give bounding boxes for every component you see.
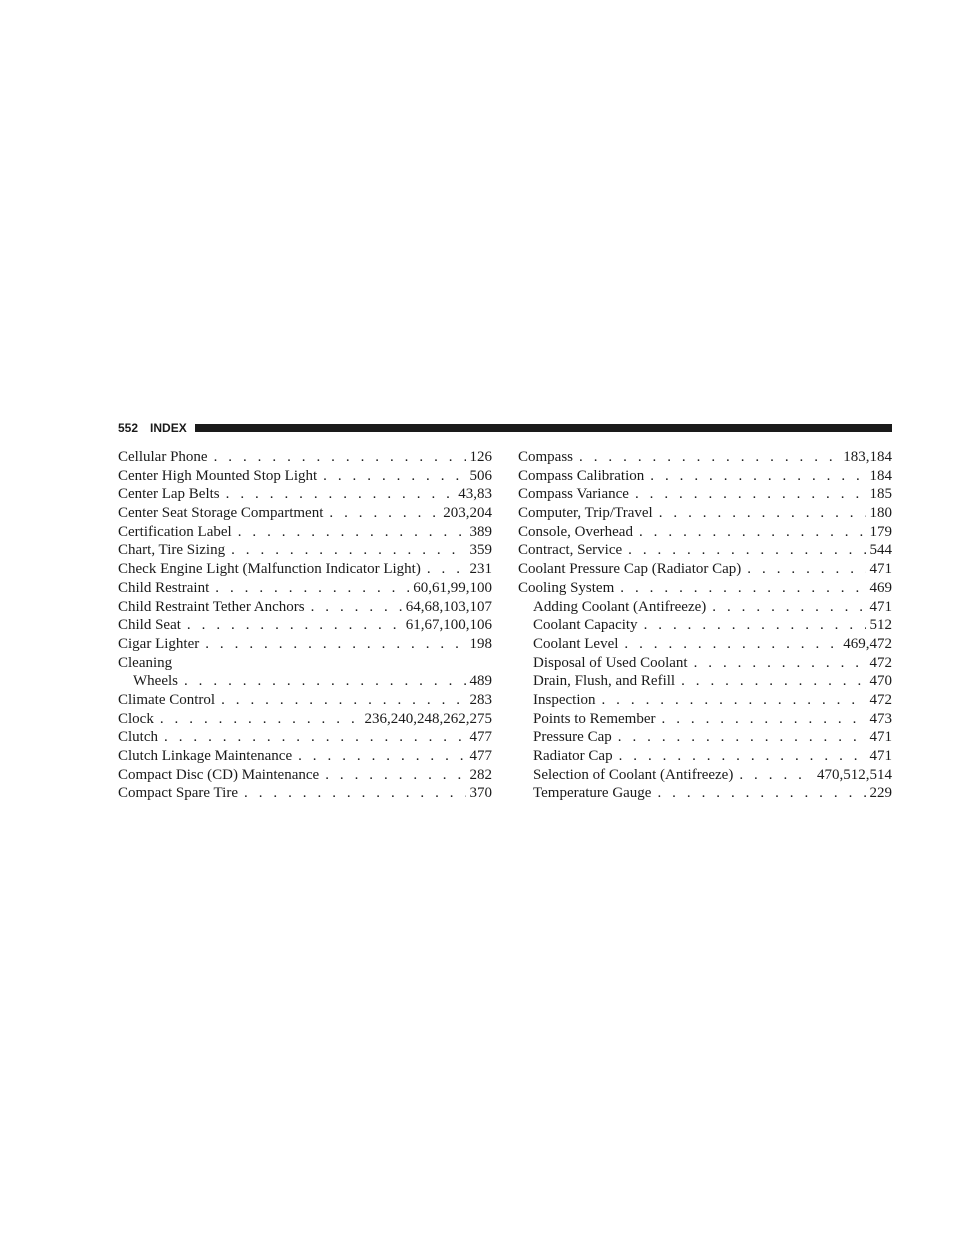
leader-dots bbox=[619, 747, 866, 766]
page-header bbox=[118, 420, 892, 436]
leader-dots bbox=[164, 728, 466, 747]
index-term: Cooling System bbox=[518, 579, 615, 596]
index-pages: 506 bbox=[469, 467, 492, 484]
index-pages: 282 bbox=[469, 766, 492, 783]
index-pages: 471 bbox=[869, 561, 892, 578]
leader-dots bbox=[628, 541, 865, 560]
index-term: Wheels bbox=[133, 673, 178, 690]
index-pages: 473 bbox=[869, 710, 892, 727]
index-term: Compact Disc (CD) Maintenance bbox=[118, 766, 320, 783]
leader-dots bbox=[739, 766, 813, 785]
index-subentry bbox=[518, 747, 892, 766]
index-term: Inspection bbox=[533, 691, 596, 708]
index-pages: 477 bbox=[469, 729, 492, 746]
index-pages: 472 bbox=[869, 654, 892, 671]
index-entry bbox=[118, 448, 492, 467]
index-subentry bbox=[518, 784, 892, 803]
index-term: Cleaning bbox=[118, 654, 173, 671]
index-term: Pressure Cap bbox=[533, 729, 612, 746]
index-pages: 370 bbox=[469, 785, 492, 802]
leader-dots bbox=[214, 448, 466, 467]
index-term: Drain, Flush, and Refill bbox=[533, 673, 676, 690]
index-entry bbox=[518, 523, 892, 542]
index-term: Cellular Phone bbox=[118, 449, 208, 465]
index-entry bbox=[518, 579, 892, 598]
index-pages: 359 bbox=[469, 542, 492, 559]
index-term: Compass Variance bbox=[518, 486, 629, 503]
index-term: Compass bbox=[518, 449, 574, 465]
index-subentry bbox=[518, 598, 892, 617]
leader-dots bbox=[639, 523, 866, 542]
leader-dots bbox=[694, 654, 866, 673]
index-entry bbox=[118, 598, 492, 617]
leader-dots bbox=[221, 691, 465, 710]
leader-dots bbox=[226, 485, 455, 504]
index-pages: 477 bbox=[469, 748, 492, 764]
index-pages: 512 bbox=[869, 617, 892, 634]
index-pages: 179 bbox=[869, 523, 892, 540]
index-term: Center Seat Storage Compartment bbox=[118, 505, 324, 522]
leader-dots bbox=[311, 598, 402, 617]
index-term: Climate Control bbox=[118, 691, 216, 708]
index-term: Child Seat bbox=[118, 617, 181, 634]
index-term: Coolant Capacity bbox=[533, 617, 638, 634]
index-subentry bbox=[518, 654, 892, 673]
index-entry bbox=[118, 560, 492, 579]
index-term: Computer, Trip/Travel bbox=[518, 505, 653, 522]
index-pages: 472 bbox=[869, 691, 892, 708]
index-subentry bbox=[518, 616, 892, 635]
index-entry bbox=[518, 467, 892, 486]
index-entry bbox=[518, 541, 892, 560]
index-pages: 389 bbox=[469, 523, 492, 540]
index-entry bbox=[118, 691, 492, 710]
index-pages: 198 bbox=[469, 635, 492, 652]
leader-dots bbox=[231, 541, 465, 560]
leader-dots bbox=[160, 710, 361, 729]
index-term: Center Lap Belts bbox=[118, 486, 220, 503]
index-entry bbox=[118, 485, 492, 504]
index-term: Disposal of Used Coolant bbox=[533, 654, 688, 671]
index-term: Contract, Service bbox=[518, 542, 623, 559]
index-pages: 471 bbox=[869, 748, 892, 764]
header-rule bbox=[195, 424, 892, 432]
leader-dots bbox=[635, 485, 866, 504]
leader-dots bbox=[659, 504, 866, 523]
index-pages: 471 bbox=[869, 729, 892, 746]
index-entry bbox=[118, 616, 492, 635]
index-entry bbox=[118, 504, 492, 523]
leader-dots bbox=[657, 784, 865, 803]
index-entry bbox=[518, 448, 892, 467]
index-entry bbox=[118, 541, 492, 560]
leader-dots bbox=[644, 616, 866, 635]
leader-dots bbox=[662, 710, 866, 729]
index-pages: 236,240,248,262,275 bbox=[364, 710, 492, 727]
index-subentry bbox=[518, 710, 892, 729]
index-entry bbox=[118, 467, 492, 486]
leader-dots bbox=[187, 616, 402, 635]
leader-dots bbox=[325, 766, 465, 785]
leader-dots bbox=[650, 467, 865, 486]
index-subentry bbox=[518, 728, 892, 747]
index-pages: 60,61,99,100 bbox=[413, 579, 492, 596]
index-heading bbox=[118, 654, 492, 673]
index-entry bbox=[118, 766, 492, 785]
index-pages: 61,67,100,106 bbox=[405, 617, 492, 634]
leader-dots bbox=[712, 598, 865, 617]
index-term: Temperature Gauge bbox=[533, 785, 652, 802]
index-entry bbox=[118, 747, 492, 766]
page-number: 552 bbox=[118, 421, 139, 435]
leader-dots bbox=[747, 560, 865, 579]
index-term: Child Restraint Tether Anchors bbox=[118, 598, 305, 615]
leader-dots bbox=[579, 448, 839, 467]
index-entry bbox=[518, 504, 892, 523]
leader-dots bbox=[427, 560, 466, 579]
index-pages: 64,68,103,107 bbox=[405, 598, 492, 615]
index-term: Coolant Pressure Cap (Radiator Cap) bbox=[518, 561, 742, 578]
index-term: Compact Spare Tire bbox=[118, 785, 238, 802]
index-pages: 470 bbox=[869, 673, 892, 690]
index-subentry bbox=[518, 672, 892, 691]
index-term: Console, Overhead bbox=[518, 523, 633, 540]
leader-dots bbox=[620, 579, 865, 598]
index-pages: 489 bbox=[469, 673, 492, 690]
index-term: Selection of Coolant (Antifreeze) bbox=[533, 766, 734, 783]
index-term: Compass Calibration bbox=[518, 467, 645, 484]
index-term: Certification Label bbox=[118, 523, 232, 540]
index-pages: 231 bbox=[469, 561, 492, 578]
index-pages: 283 bbox=[469, 691, 492, 708]
leader-dots bbox=[298, 747, 465, 766]
index-pages: 185 bbox=[869, 486, 892, 503]
index-pages: 203,204 bbox=[443, 505, 492, 522]
index-term: Center High Mounted Stop Light bbox=[118, 467, 318, 484]
index-pages: 469,472 bbox=[843, 635, 892, 652]
leader-dots bbox=[624, 635, 839, 654]
section-title: INDEX bbox=[150, 421, 187, 435]
index-column-left bbox=[118, 448, 492, 803]
leader-dots bbox=[215, 579, 409, 598]
leader-dots bbox=[238, 523, 466, 542]
index-entry bbox=[518, 560, 892, 579]
index-entry bbox=[518, 485, 892, 504]
index-subentry bbox=[518, 691, 892, 710]
index-subentry bbox=[518, 635, 892, 654]
leader-dots bbox=[244, 784, 466, 803]
index-term: Clock bbox=[118, 710, 154, 727]
index-pages: 544 bbox=[869, 542, 892, 559]
index-pages: 184 bbox=[869, 467, 892, 484]
index-term: Clutch Linkage Maintenance bbox=[118, 748, 293, 764]
index-term: Check Engine Light (Malfunction Indicator Light) bbox=[118, 561, 421, 578]
index-pages: 469 bbox=[869, 579, 892, 596]
index-entry bbox=[118, 710, 492, 729]
index-term: Adding Coolant (Antifreeze) bbox=[533, 598, 707, 615]
leader-dots bbox=[205, 635, 465, 654]
index-term: Coolant Level bbox=[533, 635, 619, 652]
index-term: Clutch bbox=[118, 729, 158, 746]
index-pages: 183,184 bbox=[843, 449, 892, 465]
leader-dots bbox=[618, 728, 866, 747]
index-pages: 43,83 bbox=[458, 486, 492, 503]
index-entry bbox=[118, 784, 492, 803]
index-term: Cigar Lighter bbox=[118, 635, 200, 652]
index-entry bbox=[118, 728, 492, 747]
index-pages: 180 bbox=[869, 505, 892, 522]
index-entry bbox=[118, 635, 492, 654]
index-pages: 471 bbox=[869, 598, 892, 615]
index-subentry bbox=[118, 672, 492, 691]
index-term: Points to Remember bbox=[533, 710, 656, 727]
leader-dots bbox=[329, 504, 439, 523]
index-term: Radiator Cap bbox=[533, 748, 613, 764]
index-term: Chart, Tire Sizing bbox=[118, 542, 226, 559]
index-pages: 126 bbox=[469, 449, 492, 465]
index-column-right bbox=[518, 448, 892, 803]
index-term: Child Restraint bbox=[118, 579, 210, 596]
leader-dots bbox=[184, 672, 466, 691]
leader-dots bbox=[323, 467, 465, 486]
leader-dots bbox=[601, 691, 865, 710]
leader-dots bbox=[681, 672, 865, 691]
index-pages: 470,512,514 bbox=[817, 766, 892, 783]
index-entry bbox=[118, 523, 492, 542]
index-subentry bbox=[518, 766, 892, 785]
index-pages: 229 bbox=[869, 785, 892, 802]
index-entry bbox=[118, 579, 492, 598]
